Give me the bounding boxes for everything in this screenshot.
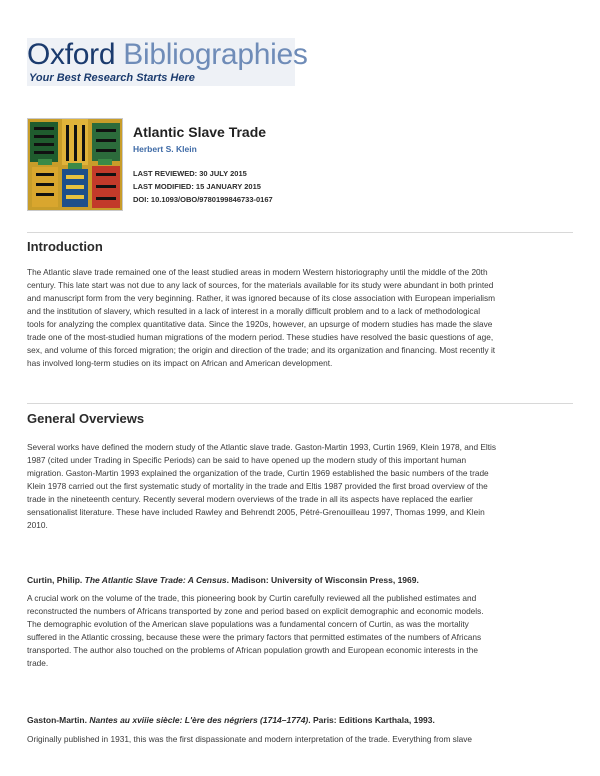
paragraph-line: and manuscript form from the very beginning. Rather, it was ignored because of its close association with European imperialism bbox=[27, 293, 496, 303]
paragraph-line: and the institution of slavery, which resulted in a lack of interest in a morally difficult problem and to a lack of methodological bbox=[27, 306, 481, 316]
paragraph-line: Klein 1978 carried out the first systematic study of mortality in the trade and Eltis 1987 provided the first broad overview of the bbox=[27, 481, 488, 491]
logo-title bbox=[27, 39, 308, 71]
logo-tagline: Your Best Research Starts Here bbox=[29, 72, 195, 84]
kente-pattern-image bbox=[28, 119, 122, 210]
article-author-link[interactable]: Herbert S. Klein bbox=[133, 144, 197, 154]
paragraph-line: tools for analyzing the complex quantitative data. Since the 1920s, however, an upsurge of modern studies has made the slave bbox=[27, 319, 493, 329]
citation-gaston-martin bbox=[27, 715, 435, 725]
paragraph-line: trade. bbox=[27, 658, 49, 668]
paragraph-line: migration. Gaston-Martin 1993 explained the organization of the trade, Curtin 1969 established the basic numbers of the trade bbox=[27, 468, 489, 478]
citation-title: Nantes au xviiie siècle: L'ère des négriers (1714–1774) bbox=[89, 715, 309, 725]
introduction-paragraph bbox=[27, 266, 573, 370]
paragraph-line: 2010. bbox=[27, 520, 48, 530]
logo-word-bibliographies: Bibliographies bbox=[123, 38, 308, 71]
last-modified: LAST MODIFIED: 15 JANUARY 2015 bbox=[133, 182, 261, 191]
paragraph-line: 1987 (cited under Trading in Specific Periods) can be said to have opened up the modern study of this important human bbox=[27, 455, 467, 465]
general-overviews-paragraph bbox=[27, 441, 573, 532]
paragraph-line: Originally published in 1931, this was the first dispassionate and modern interpretation of the trade. Everything from slave bbox=[27, 734, 473, 744]
citation-curtin bbox=[27, 575, 419, 585]
citation-title: The Atlantic Slave Trade: A Census bbox=[84, 575, 227, 585]
paragraph-line: The demographic evolution of the American slave populations was a fundamental concern of Curtin, as was the mortality bbox=[27, 619, 469, 629]
citation-publisher: . Madison: University of Wisconsin Press, 1969. bbox=[226, 575, 419, 585]
general-overviews-heading: General Overviews bbox=[27, 411, 145, 426]
section-divider bbox=[27, 403, 573, 404]
paragraph-line: A crucial work on the volume of the trade, this pioneering book by Curtin carefully reviewed all the published estimates and bbox=[27, 593, 477, 603]
paragraph-line: trade in the nineteenth century. Recently several modern overviews of the trade in all its aspects have replaced the earlier bbox=[27, 494, 473, 504]
paragraph-line: reconstructed the numbers of Africans transported by zone and period based on explicit demographic and economic models. bbox=[27, 606, 484, 616]
paragraph-line: Several works have defined the modern study of the Atlantic slave trade. Gaston-Martin 1993, Curtin 1969, Klein 1978, and Eltis bbox=[27, 442, 497, 452]
paragraph-line: sex, and volume of this forced migration; the origin and direction of the trade; and its organization and financing. Most recently it bbox=[27, 345, 496, 355]
paragraph-line: transported. The author also touched on the problems of African population growth and European economic interests in the bbox=[27, 645, 478, 655]
paragraph-line: trade one of the most-studied human migrations of the modern period. These studies have resolved the basic questions of age, bbox=[27, 332, 494, 342]
doi: DOI: 10.1093/OBO/9780199846733-0167 bbox=[133, 195, 273, 204]
citation-curtin-annotation bbox=[27, 592, 573, 670]
article-title: Atlantic Slave Trade bbox=[133, 124, 267, 140]
oxford-bibliographies-logo[interactable] bbox=[27, 38, 308, 86]
logo-word-oxford: Oxford bbox=[27, 38, 116, 71]
article-cover-image bbox=[27, 118, 123, 211]
section-divider bbox=[27, 232, 573, 233]
last-reviewed: LAST REVIEWED: 30 JULY 2015 bbox=[133, 169, 247, 178]
citation-author: Curtin, Philip. bbox=[27, 575, 83, 585]
citation-gaston-martin-annotation bbox=[27, 733, 573, 746]
paragraph-line: suffered in the Atlantic crossing, because these were the primary factors that permitted estimates of the numbers of Africans bbox=[27, 632, 482, 642]
paragraph-line: has involved long-term studies on its impact on African and American development. bbox=[27, 358, 333, 368]
citation-author: Gaston-Martin. bbox=[27, 715, 87, 725]
paragraph-line: sensationalist literature. These have included Rawley and Behrendt 2005, Pétré-Grenouilleau 1997, Thomas 1999, and Klein bbox=[27, 507, 485, 517]
citation-publisher: . Paris: Editions Karthala, 1993. bbox=[308, 715, 435, 725]
paragraph-line: The Atlantic slave trade remained one of the least studied areas in modern Western historiography until the middle of the 20th bbox=[27, 267, 488, 277]
paragraph-line: century. This late start was not due to any lack of sources, for the materials available for its study were abundant in both printed bbox=[27, 280, 494, 290]
introduction-heading: Introduction bbox=[27, 239, 103, 254]
